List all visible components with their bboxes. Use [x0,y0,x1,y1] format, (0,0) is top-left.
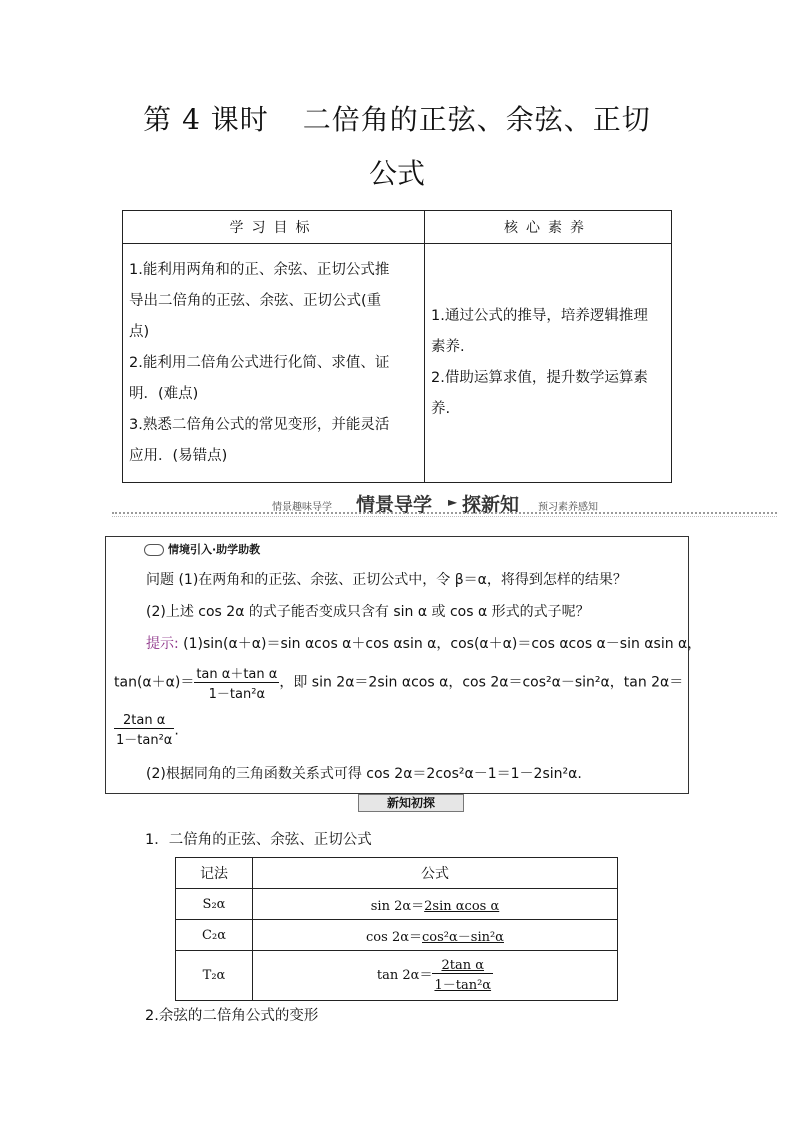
objective-line: 1.能利用两角和的正、余弦、正切公式推 [129,261,390,278]
table-row [176,920,618,951]
title-topic: 二倍角的正弦、余弦、正切 [302,103,651,136]
objective-line: 3.熟悉二倍角公式的常见变形，并能灵活 [129,416,390,433]
objective-line: 明．(难点) [129,385,199,402]
intro-box [105,536,702,794]
page-title-continued: 公式 [368,157,425,190]
intro-tag: 情境引入·助学助教 [144,541,260,557]
question-2: (2)上述 cos 2α 的式子能否变成只含有 sin α 或 cos α 形式的式子呢？ [146,604,590,620]
objective-line: 点) [129,323,150,340]
hint-line-1: 提示: (1)sin(α＋α)＝sin αcos α＋cos αsin α，cos(α＋α)＝cos αcos α－sin αsin α， [146,636,702,652]
page-title [0,98,794,138]
objectives-header: 学习目标 [123,211,425,244]
formula-cell: sin 2α＝2sin αcos α [253,889,618,920]
literacy-line: 2.借助运算求值，提升数学运算素 [431,370,648,386]
tan-double-fraction: $\frac{\text{2tan α}}{\text{1－tan²α}}$ [116,713,173,748]
core-literacy-header: 核心素养 [425,211,672,244]
table-row [176,889,618,920]
objectives-cell [123,244,425,483]
heading-1: 1．二倍角的正弦、余弦、正切公式 [145,832,372,848]
formula-cell: cos 2α＝cos²α－sin²α [253,920,618,951]
hint-line-4: (2)根据同角的三角函数关系式可得 cos 2α＝2cos²α－1＝1－2sin²α. [146,766,582,782]
section-label: 新知初探 [358,794,464,812]
formula-cell: tan 2α＝ $\frac{\text{2tan α}}{\text{1－tan²α}}$ [253,951,618,1001]
banner-divider-2 [112,516,777,517]
tan-double-formula-fraction: $\frac{\text{2tan α}}{\text{1－tan²α}}$ [434,958,492,993]
formula-col-formula-header: 公式 [253,858,618,889]
objective-line: 应用．(易错点) [129,447,228,464]
hint-label: 提示: [146,636,179,652]
banner-left-caption: 情景趣味导学 [272,502,332,513]
literacy-line: 1.通过公式的推导，培养逻辑推理 [431,308,648,324]
banner-divider [112,512,777,514]
hint-line-3: $\frac{\text{2tan α}}{\text{1－tan²α}}$ . [116,713,179,748]
literacy-line: 素养. [431,339,465,355]
formula-name: T₂α [176,951,253,1001]
banner-right-caption: 预习素养感知 [538,502,598,513]
formula-name: S₂α [176,889,253,920]
banner-arrow-icon: ► [448,495,458,509]
heading-2: 2.余弦的二倍角公式的变形 [145,1008,319,1024]
formula-name: C₂α [176,920,253,951]
section-banner [0,488,794,516]
book-icon [144,544,164,556]
formula-table [175,857,618,1001]
table-row [176,951,618,1001]
hint-line-2: tan(α＋α)＝ $\frac{\text{tan α＋tan α}}{\text{1－tan²α}}$ ，即 sin 2α＝2sin αcos α，cos 2α＝cos²α－sin²α，tan 2α＝ [114,663,683,702]
formula-col-name-header: 记法 [176,858,253,889]
literacy-line: 养. [431,401,451,417]
banner-title-2: 探新知 [462,494,520,516]
question-1: 问题 (1)在两角和的正弦、余弦、正切公式中，令 β＝α，将得到怎样的结果？ [146,572,627,588]
tan-sum-fraction: $\frac{\text{tan α＋tan α}}{\text{1－tan²α}}$ [194,663,279,702]
banner-title: 情景导学 [356,494,433,516]
title-lesson-number: 第 4 课时 [143,103,269,136]
objectives-table [122,210,672,483]
objective-line: 2.能利用二倍角公式进行化简、求值、证 [129,354,390,371]
objective-line: 导出二倍角的正弦、余弦、正切公式(重 [129,292,382,309]
core-literacy-cell [425,244,672,483]
